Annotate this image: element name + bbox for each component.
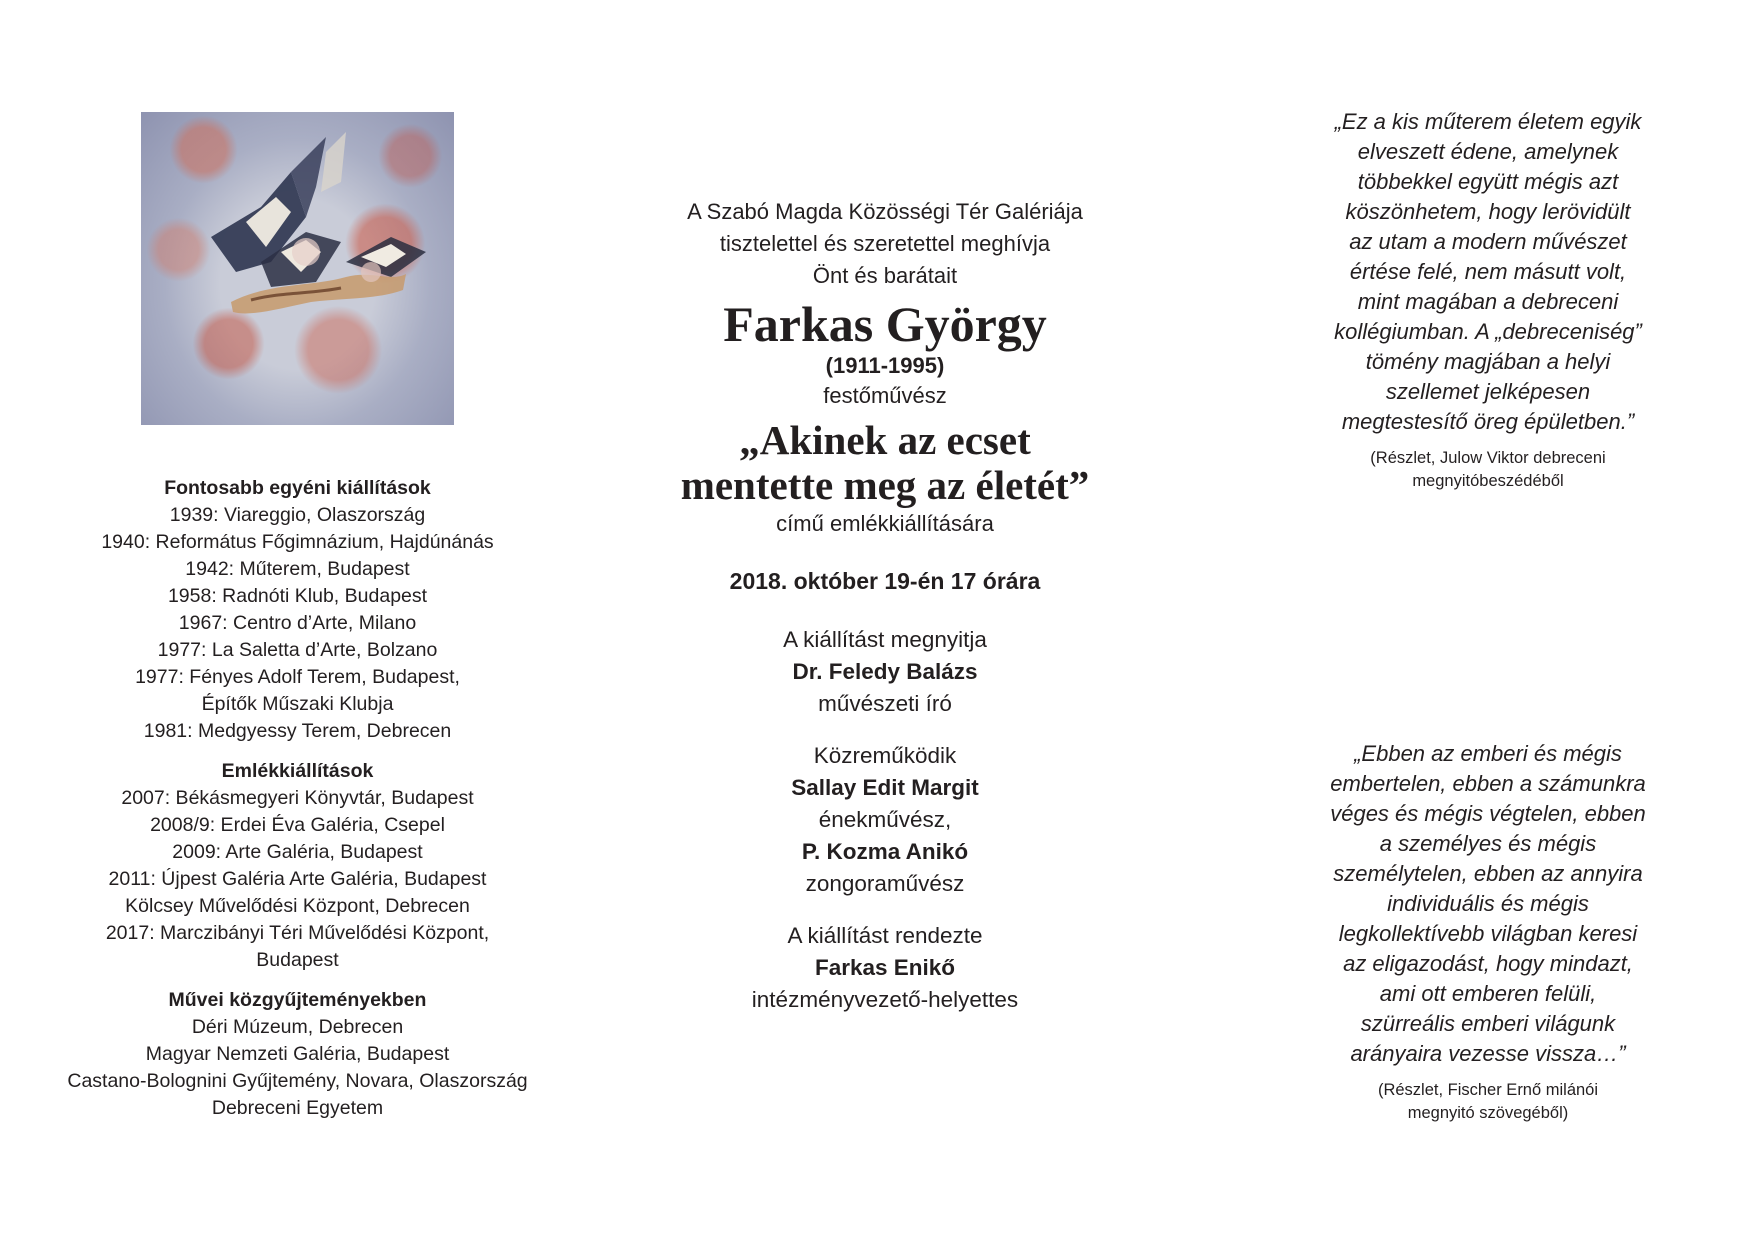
quote-line: individuális és mégis — [1387, 891, 1589, 916]
quote-source-line: megnyitóbeszédéből — [1412, 472, 1564, 490]
quote-line: tömény magjában a helyi — [1365, 349, 1611, 374]
exhibition-line: 2011: Újpest Galéria Arte Galéria, Budapest — [108, 868, 487, 890]
exhibition-title-suffix: című emlékkiállítására — [776, 511, 994, 536]
quote-line: a személyes és mégis — [1379, 831, 1597, 856]
quote-line: „Ez a kis műterem életem egyik — [1334, 109, 1642, 134]
quote-line: értése felé, nem másutt volt, — [1349, 259, 1627, 284]
exhibition-line: 2008/9: Erdei Éva Galéria, Csepel — [150, 814, 445, 836]
opening-intro: A kiállítást megnyitja — [783, 627, 987, 652]
quote-fischer — [1288, 739, 1688, 1125]
quote-source-line: (Részlet, Fischer Ernő milánói — [1377, 1081, 1599, 1099]
exhibition-line: 1967: Centro d’Arte, Milano — [178, 612, 417, 634]
section-heading-public-collections: Művei közgyűjteményekben — [168, 989, 427, 1011]
quote-line: személytelen, ebben az annyira — [1333, 861, 1643, 886]
performer-1-role: énekművész, — [818, 807, 952, 832]
event-date: 2018. október 19-én 17 órára — [729, 568, 1041, 594]
painting-image — [141, 112, 454, 425]
opening-speaker-name: Dr. Feledy Balázs — [792, 659, 978, 684]
exhibition-title-line1: „Akinek az ecset — [739, 417, 1031, 463]
section-heading-memorial-exhibitions: Emlékkiállítások — [221, 760, 374, 782]
quote-source — [1288, 447, 1688, 493]
left-column — [50, 112, 545, 1122]
opening-block — [660, 624, 1110, 720]
exhibition-line: 1958: Radnóti Klub, Budapest — [167, 585, 428, 607]
exhibition-line: Építők Műszaki Klubja — [201, 693, 394, 715]
performers-block — [660, 740, 1110, 900]
organizer-name: Farkas Enikő — [814, 955, 956, 980]
organizer-block — [660, 920, 1110, 1016]
invitation-line: A Szabó Magda Közösségi Tér Galériája — [687, 199, 1083, 224]
quote-source — [1288, 1079, 1688, 1125]
invitation-line: tisztelettel és szeretettel meghívja — [719, 231, 1051, 256]
quote-line: az utam a modern művészet — [1349, 229, 1627, 254]
collection-line: Magyar Nemzeti Galéria, Budapest — [145, 1043, 450, 1065]
exhibition-line: 1981: Medgyessy Terem, Debrecen — [143, 720, 452, 742]
quote-source-line: megnyitó szövegéből) — [1407, 1104, 1569, 1122]
performers-intro: Közreműködik — [813, 743, 957, 768]
performer-2-role: zongoraművész — [805, 871, 965, 896]
exhibition-line: 1942: Műterem, Budapest — [185, 558, 410, 580]
artist-name: Farkas György — [723, 296, 1047, 352]
performer-1-name: Sallay Edit Margit — [791, 775, 979, 800]
quote-line: megtestesítő öreg épületben.” — [1341, 409, 1635, 434]
exhibition-line: Kölcsey Művelődési Központ, Debrecen — [125, 895, 470, 917]
quote-line: többekkel együtt mégis azt — [1357, 169, 1619, 194]
quote-line: mint magában a debreceni — [1357, 289, 1619, 314]
quote-line: véges és mégis végtelen, ebben — [1330, 801, 1646, 826]
artist-years: (1911-1995) — [825, 353, 945, 378]
quote-julow — [1288, 107, 1688, 493]
quote-line: embertelen, ebben a számunkra — [1330, 771, 1646, 796]
exhibition-line: 1940: Református Főgimnázium, Hajdúnánás — [101, 531, 494, 553]
painting-artwork — [141, 112, 454, 425]
quote-line: „Ebben az emberi és mégis — [1354, 741, 1622, 766]
quote-line: elveszett édene, amelynek — [1357, 139, 1619, 164]
exhibition-line: 2017: Marczibányi Téri Művelődési Központ, — [105, 922, 490, 944]
quote-line: legkollektívebb világban keresi — [1338, 921, 1638, 946]
quote-line: arányaira vezesse vissza…” — [1350, 1041, 1626, 1066]
exhibition-line: 2009: Arte Galéria, Budapest — [172, 841, 423, 863]
exhibition-title-line2: mentette meg az életét” — [680, 462, 1090, 508]
quote-line: szellemet jelképesen — [1385, 379, 1591, 404]
organizer-role: intézményvezető-helyettes — [751, 987, 1019, 1012]
invitation-line: Önt és barátait — [812, 263, 958, 288]
exhibition-line: 1977: La Saletta d’Arte, Bolzano — [157, 639, 438, 661]
exhibition-line: 1939: Viareggio, Olaszország — [169, 504, 426, 526]
quote-line: köszönhetem, hogy lerövidült — [1345, 199, 1631, 224]
exhibition-line: Budapest — [256, 949, 339, 971]
quote-source-line: (Részlet, Julow Viktor debreceni — [1370, 449, 1606, 467]
quote-line: az eligazodást, hogy mindazt, — [1343, 951, 1633, 976]
opening-speaker-role: művészeti író — [818, 691, 952, 716]
organizer-intro: A kiállítást rendezte — [787, 923, 983, 948]
quote-line: ami ott emberen felüli, — [1379, 981, 1597, 1006]
collection-line: Déri Múzeum, Debrecen — [191, 1016, 404, 1038]
collection-line: Debreceni Egyetem — [211, 1097, 384, 1119]
artist-profession: festőművész — [823, 383, 947, 408]
collection-line: Castano-Bolognini Gyűjtemény, Novara, Olaszország — [67, 1070, 528, 1092]
exhibition-line: 2007: Békásmegyeri Könyvtár, Budapest — [121, 787, 474, 809]
quote-line: kollégiumban. A „debreceniség” — [1334, 319, 1642, 344]
performer-2-name: P. Kozma Anikó — [801, 839, 969, 864]
quote-line: szürreális emberi világunk — [1360, 1011, 1616, 1036]
exhibition-line: 1977: Fényes Adolf Terem, Budapest, — [135, 666, 460, 688]
invitation-column — [660, 196, 1110, 1016]
section-heading-solo-exhibitions: Fontosabb egyéni kiállítások — [164, 477, 431, 499]
